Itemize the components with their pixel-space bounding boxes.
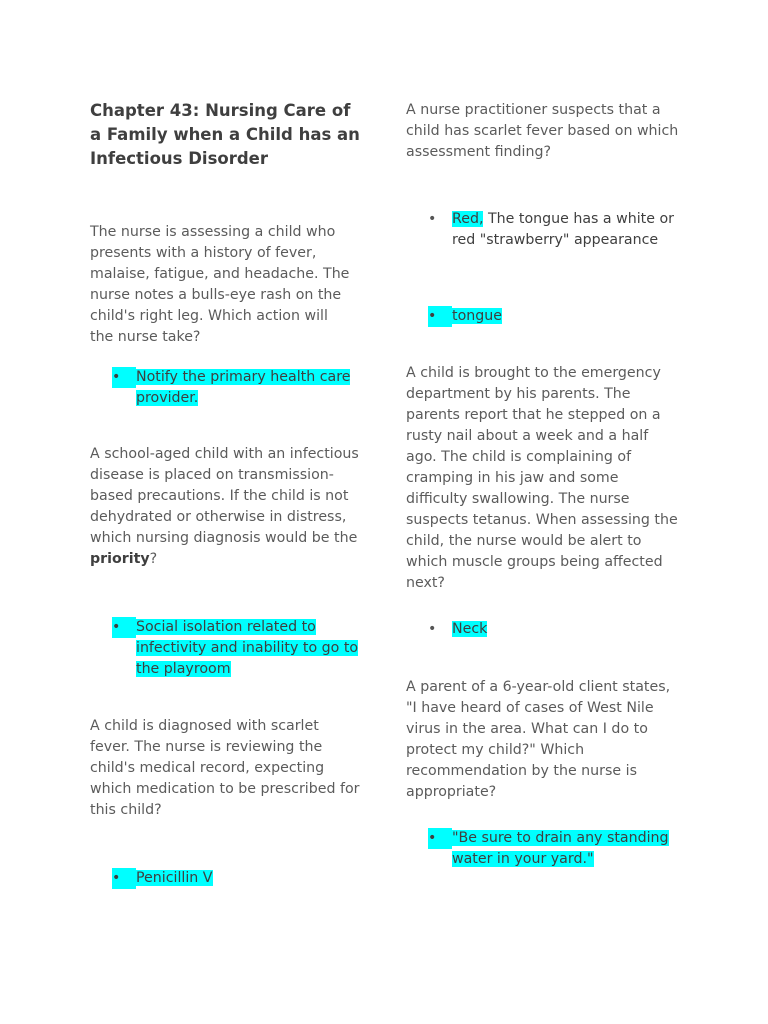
bullet-icon: • xyxy=(428,211,437,227)
answer-text: The tongue has a white or red "strawberry" appearance xyxy=(452,211,674,248)
answer-tetanus xyxy=(428,619,686,640)
bullet-icon: • xyxy=(112,367,136,388)
answer-text: Social isolation related to infectivity and inability to go to the playroom xyxy=(136,619,359,677)
answer-scarlet-med xyxy=(112,868,365,889)
answer-highlight: Red, xyxy=(452,211,484,227)
question-tetanus: A child is brought to the emergency department by his parents. The parents report that he stepped on a rusty nail about a week and a half ago. The child is complaining of cramping in his jaw and some difficulty swallowing. The nurse suspects tetanus. When assessing the child, the nurse would be alert to which muscle groups being affected next? xyxy=(406,365,678,591)
question-west-nile: A parent of a 6-year-old client states, "I have heard of cases of West Nile virus in the area. What can I do to protect my child?" Which recommendation by the nurse is appropriate? xyxy=(406,679,671,800)
answer-scarlet-finding xyxy=(428,209,686,251)
answer-west-nile xyxy=(428,828,686,870)
answer-text: tongue xyxy=(452,308,502,324)
question-scarlet-med: A child is diagnosed with scarlet fever. The nurse is reviewing the child's medical record, expecting which medication to be prescribed for this child? xyxy=(90,718,360,818)
question-isolation: A school-aged child with an infectious disease is placed on transmission-based precautions. If the child is not dehydrated or otherwise in distress, which nursing diagnosis would be the priority? xyxy=(90,446,359,567)
bullet-icon: • xyxy=(428,828,452,849)
bullet-icon: • xyxy=(112,868,136,889)
page-title: Chapter 43: Nursing Care of a Family when a Child has an Infectious Disorder xyxy=(90,101,360,168)
answer-text: "Be sure to drain any standing water in your yard." xyxy=(452,830,669,867)
answer-lyme xyxy=(112,367,365,409)
answer-isolation xyxy=(112,617,365,680)
bullet-icon: • xyxy=(428,306,452,327)
emphasis-priority: priority xyxy=(90,551,150,567)
question-scarlet-finding: A nurse practitioner suspects that a child has scarlet fever based on which assessment finding? xyxy=(406,102,679,160)
bullet-icon: • xyxy=(428,621,437,637)
answer-text: Neck xyxy=(452,621,488,637)
question-lyme: The nurse is assessing a child who presents with a history of fever, malaise, fatigue, and headache. The nurse notes a bulls-eye rash on the child's right leg. Which action will the nurse take? xyxy=(90,224,350,345)
answer-tongue xyxy=(428,306,686,327)
answer-text: Notify the primary health care provider. xyxy=(136,369,351,406)
answer-text: Penicillin V xyxy=(136,870,213,886)
bullet-icon: • xyxy=(112,617,136,638)
